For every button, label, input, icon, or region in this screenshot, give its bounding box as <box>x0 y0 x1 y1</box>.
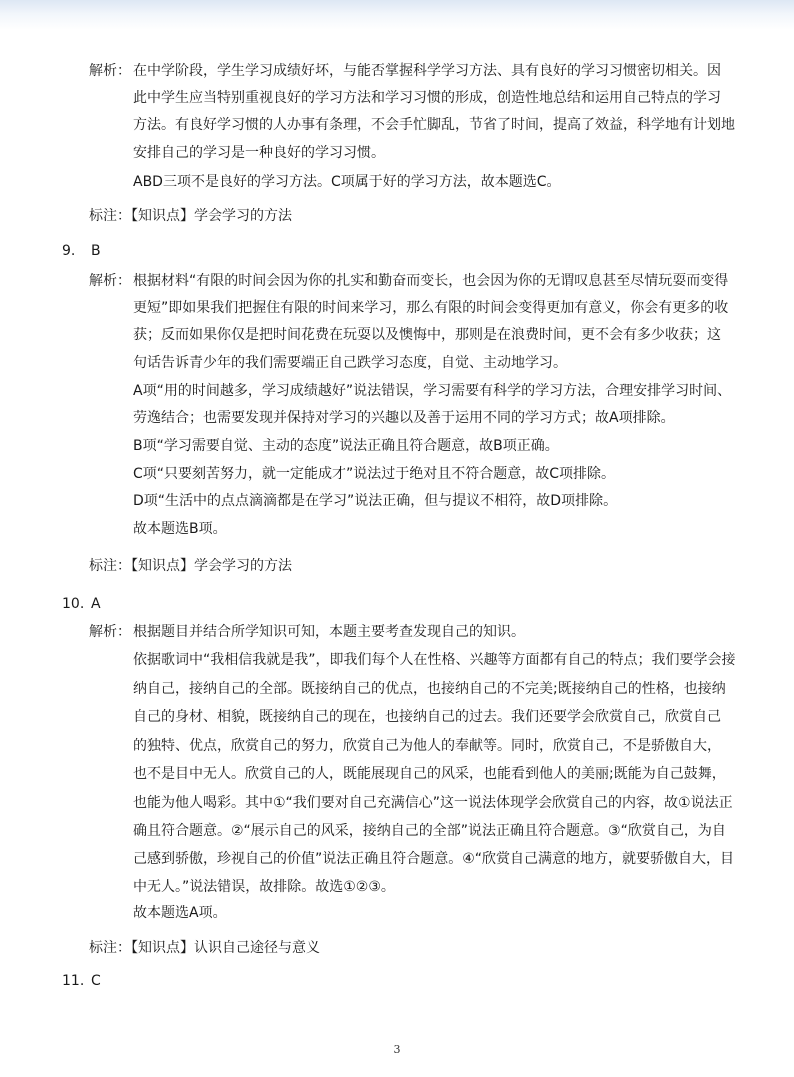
q10-analysis-line: 故本题选A项。 <box>133 905 227 921</box>
q9-analysis-label: 解析： <box>89 273 131 289</box>
q10-answer: A <box>91 596 101 612</box>
q9-analysis-line: 句话告诉青少年的我们需要端正自己跌学习态度，自觉、主动地学习。 <box>133 355 567 371</box>
q10-knowledge-note: 标注：【知识点】认识自己途径与意义 <box>89 940 320 956</box>
q9-number: 9. <box>62 243 76 259</box>
q10-analysis-line: 根据题目并结合所学知识可知，本题主要考查发现自己的知识。 <box>133 624 525 640</box>
q8-analysis-line: 方法。有良好学习惯的人办事有条理，不会手忙脚乱，节省了时间，提高了效益，科学地有计划地 <box>133 117 735 133</box>
q9-analysis-line: 获；反而如果你仅是把时间花费在玩耍以及懊悔中，那则是在浪费时间，更不会有多少收获；这 <box>133 327 721 343</box>
q9-analysis-line: D项“生活中的点点滴滴都是在学习”说法正确，但与提议不相符，故D项排除。 <box>133 493 618 509</box>
q10-analysis-line: 中无人。”说法错误，故排除。故选①②③。 <box>133 879 395 895</box>
q10-analysis-label: 解析： <box>89 624 131 640</box>
q8-knowledge-note: 标注：【知识点】学会学习的方法 <box>89 208 292 224</box>
q9-analysis-line: 根据材料“有限的时间会因为你的扎实和勤奋而变长，也会因为你的无谓叹息甚至尽情玩耍而变得 <box>133 273 729 289</box>
q8-analysis-line: 安排自己的学习是一种良好的学习习惯。 <box>133 145 385 161</box>
q9-analysis-line: 故本题选B项。 <box>133 521 227 537</box>
q10-number: 10. <box>62 596 85 612</box>
q9-analysis-line: 劳逸结合；也需要发现并保持对学习的兴趣以及善于运用不同的学习方式；故A项排除。 <box>133 410 675 426</box>
q8-analysis-line: ABD三项不是良好的学习方法。C项属于好的学习方法，故本题选C。 <box>133 174 561 190</box>
q10-analysis-line: 自己的身材、相貌，既接纳自己的现在，也接纳自己的过去。我们还要学会欣赏自己，欣赏自己 <box>133 709 721 725</box>
q10-analysis-line: 也能为他人喝彩。其中①“我们要对自己充满信心”这一说法体现学会欣赏自己的内容，故①说法正 <box>133 795 733 811</box>
q11-number: 11. <box>62 973 85 989</box>
q8-analysis-line: 此中学生应当特别重视良好的学习方法和学习习惯的形成，创造性地总结和运用自己特点的学习 <box>133 90 721 106</box>
q10-analysis-line: 也不是目中无人。欣赏自己的人，既能展现自己的风采，也能看到他人的美丽;既能为自己鼓舞， <box>133 766 726 782</box>
q10-analysis-line: 纳自己，接纳自己的全部。既接纳自己的优点，也接纳自己的不完美;既接纳自己的性格，也接纳 <box>133 681 726 697</box>
q9-analysis-line: C项“只要刻苦努力，就一定能成才”说法过于绝对且不符合题意，故C项排除。 <box>133 466 616 482</box>
q9-analysis-line: 更短”即如果我们把握住有限的时间来学习，那么有限的时间会变得更加有意义，你会有更多的收 <box>133 300 729 316</box>
q9-knowledge-note: 标注：【知识点】学会学习的方法 <box>89 558 292 574</box>
q8-analysis-line: 在中学阶段，学生学习成绩好坏，与能否掌握科学学习方法、具有良好的学习习惯密切相关。因 <box>133 63 721 79</box>
page-number: 3 <box>393 1043 401 1056</box>
q10-analysis-line: 确且符合题意。②“展示自己的风采，接纳自己的全部”说法正确且符合题意。③“欣赏自己，为自 <box>133 823 726 839</box>
q9-analysis-line: A项“用的时间越多，学习成绩越好”说法错误，学习需要有科学的学习方法，合理安排学习时间、 <box>133 383 732 399</box>
q9-analysis-line: B项“学习需要自觉、主动的态度”说法正确且符合题意，故B项正确。 <box>133 438 559 454</box>
q9-answer: B <box>91 243 101 259</box>
q10-analysis-line: 己感到骄傲，珍视自己的价值”说法正确且符合题意。④“欣赏自己满意的地方，就要骄傲自大，目 <box>133 851 735 867</box>
q11-answer: C <box>91 973 101 989</box>
q10-analysis-line: 的独特、优点，欣赏自己的努力，欣赏自己为他人的奉献等。同时，欣赏自己，不是骄傲自大， <box>133 738 721 754</box>
q8-analysis-label: 解析： <box>89 63 131 79</box>
q10-analysis-line: 依据歌词中“我相信我就是我”，即我们每个人在性格、兴趣等方面都有自己的特点；我们要学会接 <box>133 652 736 668</box>
